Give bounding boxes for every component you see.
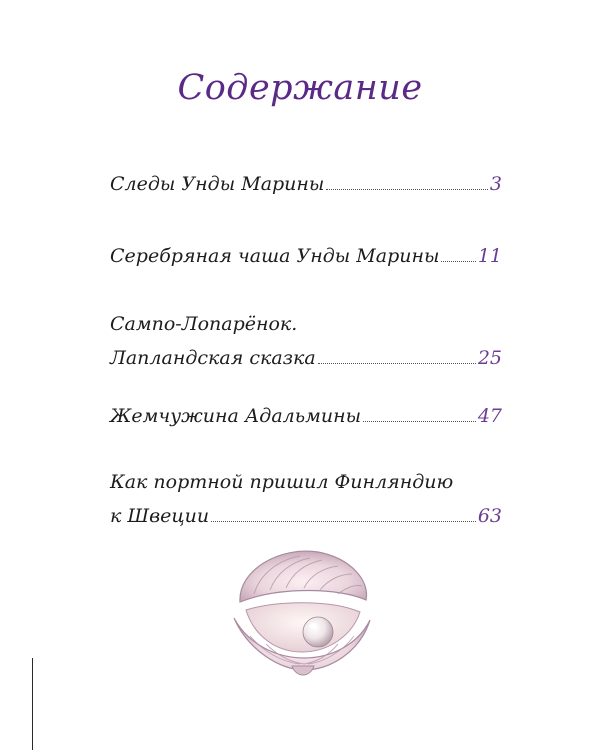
toc-line xyxy=(110,492,502,526)
dot-leader xyxy=(211,520,476,522)
dot-leader xyxy=(318,362,476,364)
toc-entry-1[interactable] xyxy=(110,160,502,194)
toc-line xyxy=(110,334,502,368)
toc-entry-title-line-2: к Швеции xyxy=(110,505,210,527)
toc-line xyxy=(110,458,502,492)
pearl-shell-icon xyxy=(220,540,382,688)
page-number: 3 xyxy=(489,173,502,195)
toc-line xyxy=(110,300,502,334)
dot-leader xyxy=(326,188,487,190)
page-number: 11 xyxy=(477,245,502,267)
page-edge-rule xyxy=(32,658,33,750)
toc-line xyxy=(110,160,502,194)
page-number: 47 xyxy=(477,405,502,427)
page-number: 63 xyxy=(477,505,502,527)
toc-entry-title: Серебряная чаша Унды Марины xyxy=(110,245,440,267)
dot-leader xyxy=(441,260,475,262)
toc-entry-3[interactable] xyxy=(110,300,502,368)
toc-entry-title-line-1: Сампо-Лопарёнок. xyxy=(110,313,298,335)
toc-entry-title-line-2: Лапландская сказка xyxy=(110,347,316,369)
toc-entry-title-line-1: Как портной пришил Финляндию xyxy=(110,471,454,493)
page-number: 25 xyxy=(477,347,502,369)
toc-line xyxy=(110,392,502,426)
toc-entry-title: Следы Унды Марины xyxy=(110,173,325,195)
page-title: Содержание xyxy=(177,68,423,108)
toc-line xyxy=(110,232,502,266)
dot-leader xyxy=(363,420,476,422)
toc-entry-2[interactable] xyxy=(110,232,502,266)
toc-entry-5[interactable] xyxy=(110,458,502,526)
toc-entry-4[interactable] xyxy=(110,392,502,426)
toc-entry-title: Жемчужина Адальмины xyxy=(110,405,362,427)
